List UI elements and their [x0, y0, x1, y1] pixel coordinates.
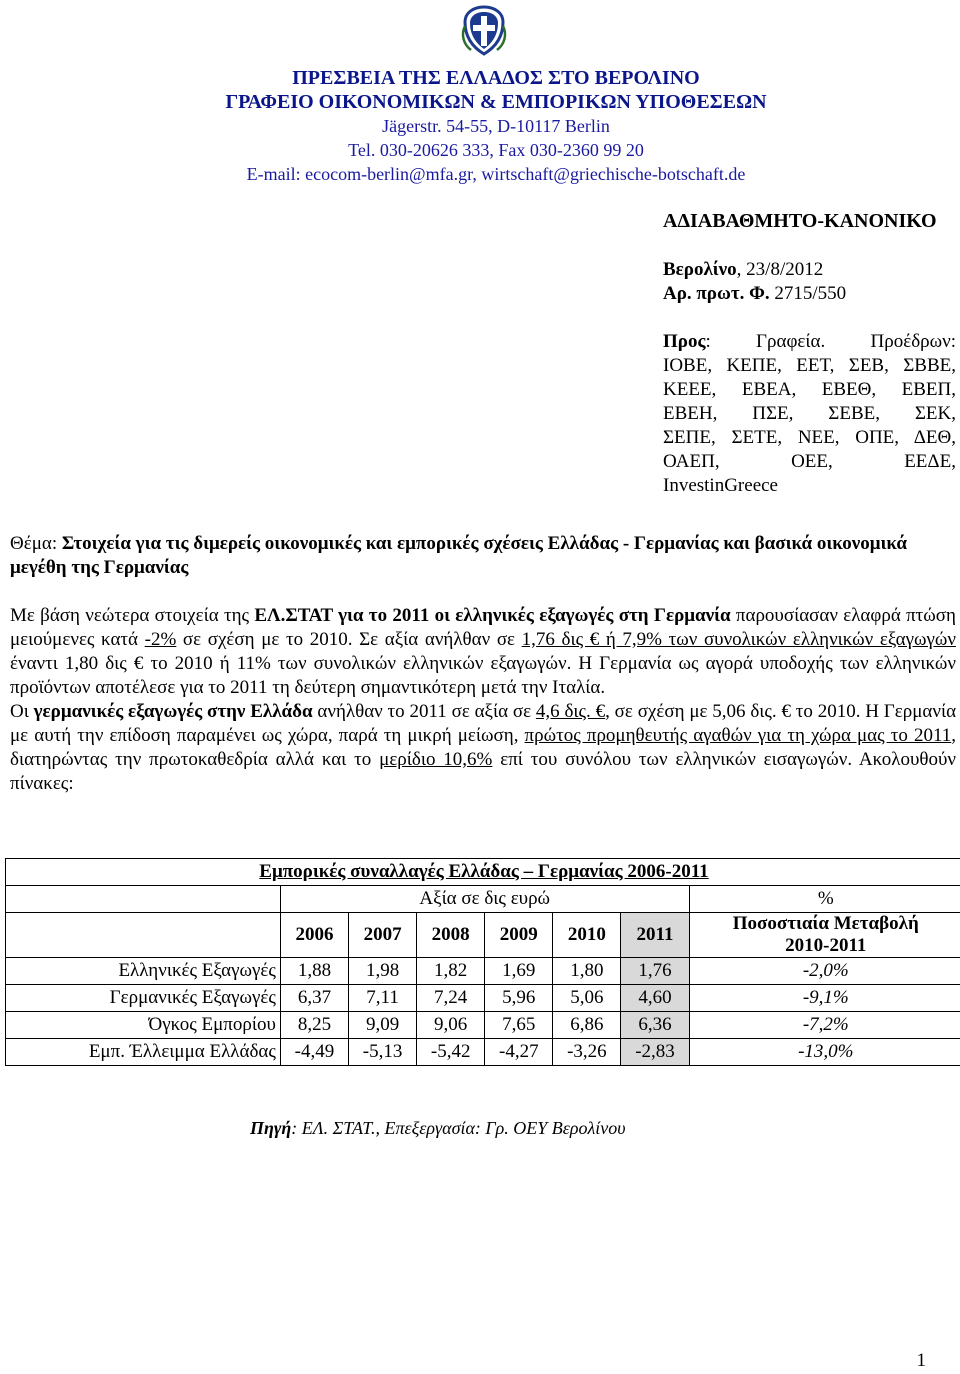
value-cell: 1,82	[417, 958, 485, 985]
change-cell: -2,0%	[689, 958, 960, 985]
greek-coat-of-arms-icon	[459, 4, 509, 58]
table-row	[6, 958, 960, 985]
date-value: , 23/8/2012	[736, 259, 824, 280]
table-row	[6, 1012, 960, 1039]
classification-label: ΑΔΙΑΒΑΘΜΗΤΟ-ΚΑΝΟΝΙΚΟ	[663, 210, 937, 232]
embassy-header	[200, 66, 792, 186]
subject-text: Στοιχεία για τις διμερείς οικονομικές και εμπορικές σχέσεις Ελλάδας - Γερμανίας και βασικά οικονομικά μεγέθη της Γερμανίας	[10, 533, 907, 578]
table-row	[6, 1039, 960, 1066]
year-cell: 2007	[349, 913, 417, 958]
value-cell: 1,76	[621, 958, 689, 985]
year-cell: 2011	[621, 913, 689, 958]
source-note	[250, 1118, 626, 1139]
table-row	[6, 985, 960, 1012]
value-cell: 1,69	[485, 958, 553, 985]
paragraph-1: Με βάση νεώτερα στοιχεία της ΕΛ.ΣΤΑΤ για το 2011 οι ελληνικές εξαγωγές στη Γερμανία παρουσίασαν ελαφρά πτώση μειούμενες κατά -2% σε σχέση με το 2010. Σε αξία ανήλθαν σε 1,76 δις € ή 7,9% των συνολικών ελληνικών εξαγωγών έναντι 1,80 δις € το 2010 ή 11% των συνολικών ελληνικών εξαγωγών. Η Γερμανία ως αγορά υποδοχής των ελληνικών προϊόντων αποτέλεσε για το 2011 τη δεύτερη σημαντικότερη μετά την Ιταλία.	[10, 605, 956, 698]
recipients-line: ΣΕΠΕ, ΣΕΤΕ, ΝΕΕ, ΟΠΕ, ΔΕΘ,	[663, 427, 956, 448]
value-cell: 1,98	[349, 958, 417, 985]
recipients-block	[663, 330, 956, 498]
value-cell: -4,27	[485, 1039, 553, 1066]
value-cell: 5,96	[485, 985, 553, 1012]
change-header: Ποσοστιαία Μεταβολή 2010-2011	[689, 913, 960, 958]
value-cell: -5,42	[417, 1039, 485, 1066]
value-cell: 1,88	[280, 958, 348, 985]
change-cell: -9,1%	[689, 985, 960, 1012]
office-name: ΓΡΑΦΕΙΟ ΟΙΚΟΝΟΜΙΚΩΝ & ΕΜΠΟΡΙΚΩΝ ΥΠΟΘΕΣΕΩΝ	[225, 91, 767, 113]
source-label: Πηγή	[250, 1118, 292, 1138]
value-cell: -4,49	[280, 1039, 348, 1066]
recipients-line: ΟΑΕΠ, ΟΕΕ, ΕΕΔΕ,	[663, 451, 956, 472]
value-cell: 5,06	[553, 985, 621, 1012]
reference-value: 2715/550	[769, 283, 847, 304]
page-number: 1	[916, 1350, 926, 1371]
table-title: Εμπορικές συναλλαγές Ελλάδας – Γερμανίας 2006-2011	[6, 859, 960, 886]
value-cell: 6,37	[280, 985, 348, 1012]
recipients-label: Προς	[663, 331, 706, 352]
value-cell: 7,24	[417, 985, 485, 1012]
document-meta	[663, 258, 846, 306]
value-cell: 6,86	[553, 1012, 621, 1039]
value-cell: -2,83	[621, 1039, 689, 1066]
year-cell: 2009	[485, 913, 553, 958]
value-cell: -3,26	[553, 1039, 621, 1066]
source-text: : ΕΛ. ΣΤΑΤ., Επεξεργασία: Γρ. ΟΕΥ Βερολίνου	[291, 1118, 626, 1138]
years-row	[6, 913, 960, 958]
value-cell: 7,65	[485, 1012, 553, 1039]
value-header: Αξία σε δις ευρώ	[280, 886, 689, 913]
change-cell: -7,2%	[689, 1012, 960, 1039]
place-label: Βερολίνο	[663, 259, 737, 280]
recipients-line: ΕΒΕΗ, ΠΣΕ, ΣΕΒΕ, ΣΕΚ,	[663, 403, 956, 424]
value-cell: 9,09	[349, 1012, 417, 1039]
date-line	[663, 258, 846, 282]
recipients-line: Προς: Γραφεία. Προέδρων:	[663, 331, 956, 352]
value-cell: 7,11	[349, 985, 417, 1012]
recipients-line: ΙΟΒΕ, ΚΕΠΕ, ΕΕΤ, ΣΕΒ, ΣΒΒΕ,	[663, 355, 956, 376]
body-text	[10, 604, 956, 796]
address-line: Jägerstr. 54-55, D-10117 Berlin	[382, 116, 610, 136]
recipients-line: ΚΕΕΕ, ΕΒΕΑ, ΕΒΕΘ, ΕΒΕΠ,	[663, 379, 956, 400]
table-title-row	[6, 859, 960, 886]
embassy-name: ΠΡΕΣΒΕΙΑ ΤΗΣ ΕΛΛΑΔΟΣ ΣΤΟ ΒΕΡΟΛΙΝΟ	[292, 67, 700, 89]
value-cell: 1,80	[553, 958, 621, 985]
value-cell: 8,25	[280, 1012, 348, 1039]
subject-line	[10, 532, 956, 580]
email-line: E-mail: ecocom-berlin@mfa.gr, wirtschaft@griechische-botschaft.de	[246, 164, 746, 184]
reference-line	[663, 282, 846, 306]
subject-label: Θέμα:	[10, 533, 62, 554]
trade-table	[5, 858, 960, 1066]
value-cell: -5,13	[349, 1039, 417, 1066]
row-label: Εμπ. Έλλειμμα Ελλάδας	[6, 1039, 281, 1066]
row-label: Όγκος Εμπορίου	[6, 1012, 281, 1039]
row-label: Ελληνικές Εξαγωγές	[6, 958, 281, 985]
change-cell: -13,0%	[689, 1039, 960, 1066]
recipients-line: InvestinGreece	[663, 475, 778, 496]
paragraph-2: Οι γερμανικές εξαγωγές στην Ελλάδα ανήλθαν το 2011 σε αξία σε 4,6 δις. €, σε σχέση με 5,06 δις. € το 2010. Η Γερμανία με αυτή την επίδοση παραμένει ως χώρα, παρά τη μικρή μείωση, πρώτος προμηθευτής αγαθών για τη χώρα μας το 2011, διατηρώντας την πρωτοκαθεδρία αλλά και το μερίδιο 10,6% επί του συνόλου των ελληνικών εισαγωγών. Ακολουθούν πίνακες:	[10, 701, 957, 794]
table-header-row	[6, 886, 960, 913]
year-cell: 2010	[553, 913, 621, 958]
reference-label: Αρ. πρωτ. Φ.	[663, 283, 770, 304]
value-cell: 9,06	[417, 1012, 485, 1039]
phone-fax-line: Tel. 030-20626 333, Fax 030-2360 99 20	[348, 140, 644, 160]
year-cell: 2006	[280, 913, 348, 958]
year-cell: 2008	[417, 913, 485, 958]
value-cell: 6,36	[621, 1012, 689, 1039]
percent-header: %	[689, 886, 960, 913]
value-cell: 4,60	[621, 985, 689, 1012]
row-label: Γερμανικές Εξαγωγές	[6, 985, 281, 1012]
